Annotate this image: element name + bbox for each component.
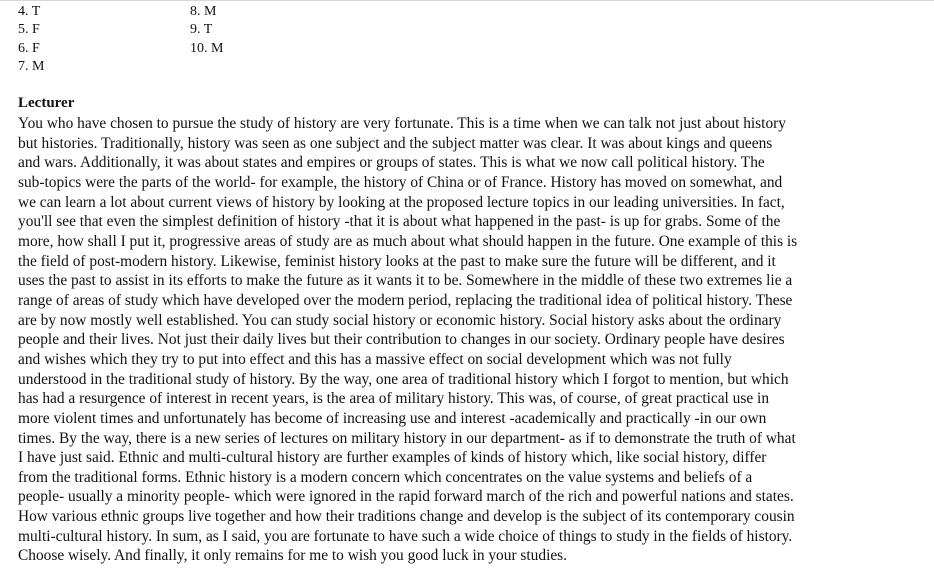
transcript-line: people and their lives. Not just their daily lives but their contribution to changes in our society. Ordinary people have desires <box>18 331 785 349</box>
answer-item: 10. M <box>190 40 224 56</box>
transcript-line: times. By the way, there is a new series of lectures on military history in our department- as if to demonstrate the truth of what <box>18 429 796 447</box>
transcript-line: You who have chosen to pursue the study of history are very fortunate. This is a time when we can talk not just about history <box>18 115 786 132</box>
transcript-line: How various ethnic groups live together and how their traditions change and develop is the subject of its contemporary cousin <box>18 508 795 526</box>
answer-key <box>18 3 338 75</box>
answer-item: 7. M <box>18 58 45 74</box>
transcript-line: and wishes which they try to put into effect and this has a massive effect on social development which was not fully <box>18 350 732 368</box>
transcript-line: I have just said. Ethnic and multi-cultural history are further examples of kinds of history which, like social history, differ <box>18 449 767 467</box>
answer-item: 6. F <box>18 40 40 56</box>
transcript-line: range of areas of study which have developed over the modern period, replacing the traditional idea of political history. These <box>18 291 793 309</box>
transcript-line: the field of post-modern history. Likewise, feminist history looks at the past to make sure the future will be different, and it <box>18 252 776 270</box>
transcript-line: we can learn a lot about current views of history by looking at the proposed lecture topics in our leading universities. In fact, <box>18 193 785 211</box>
answer-key-column-left <box>18 3 44 76</box>
transcript-line: understood in the traditional study of history. By the way, one area of traditional history which I forgot to mention, but which <box>18 370 789 388</box>
transcript-line: and wars. Additionally, it was about states and empires or groups of states. This is what we now call political history. The <box>18 154 765 172</box>
transcript-line: sub-topics were the parts of the world- for example, the history of China or of France. History has moved on somewhat, and <box>18 173 783 191</box>
answer-item: 9. T <box>190 22 213 38</box>
transcript-line: are by now mostly well established. You can study social history or economic history. Social history asks about the ordinary <box>18 311 782 329</box>
answer-item: 4. T <box>18 4 41 19</box>
transcript-line: from the traditional forms. Ethnic history is a modern concern which concentrates on the value systems and beliefs of a <box>18 468 753 486</box>
top-divider <box>0 0 934 1</box>
transcript-line: you'll see that even the simplest definition of history -that it is about what happened in the past- is up for grabs. Some of the <box>18 213 781 231</box>
transcript-line: Choose wisely. And finally, it only remains for me to wish you good luck in your studies. <box>18 547 568 565</box>
transcript-line: uses the past to assist in its efforts to make the future as it wants it to be. Somewhere in the middle of these two extremes lie a <box>18 272 793 290</box>
transcript-line: more, how shall I put it, progressive areas of study are as much about what should happen in the future. One example of this is <box>18 232 798 250</box>
answer-item: 8. M <box>190 4 217 19</box>
transcript-line: people- usually a minority people- which were ignored in the rapid forward march of the rich and powerful nations and states. <box>18 488 794 506</box>
transcript-line: multi-cultural history. In sum, as I said, you are fortunate to have such a wide choice of things to study in the fields of history. <box>18 527 793 545</box>
transcript-line: has had a resurgence of interest in recent years, is the area of military history. This was, of course, of great practical use in <box>18 390 770 408</box>
answer-item: 5. F <box>18 22 40 38</box>
speaker-heading: Lecturer <box>18 95 75 111</box>
answer-key-column-right <box>190 3 223 58</box>
transcript-line: more violent times and unfortunately has become of increasing use and interest -academically and practically -in our own <box>18 409 767 427</box>
transcript-line: but histories. Traditionally, history was seen as one subject and the subject matter was clear. It was about kings and queens <box>18 134 773 152</box>
lecture-transcript <box>18 114 884 566</box>
